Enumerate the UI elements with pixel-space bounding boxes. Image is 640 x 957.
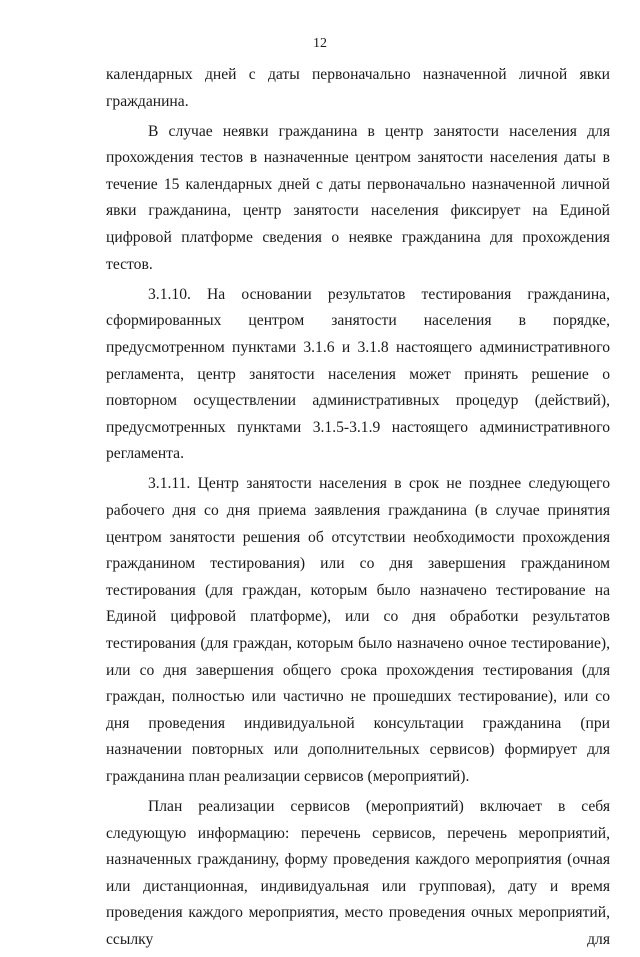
paragraph-no-show: В случае неявки гражданина в центр занятости населения для прохождения тестов в назначенные центром занятости населения даты в течение 15 календарных дней с даты первоначально назначенной личной явки гражданина, центр занятости населения фиксирует на Единой цифровой платформе сведения о неявке гражданина для прохождения тестов. (106, 122, 610, 273)
paragraph-continuation: календарных дней с даты первоначально назначенной личной явки гражданина. (106, 66, 610, 110)
paragraph-3-1-10: 3.1.10. На основании результатов тестирования гражданина, сформированных центром занятости населения в порядке, предусмотренном пунктами 3.1.6 и 3.1.8 настоящего административного регламента, центр занятости населения может принять решение о повторном осуществлении административных процедур (действий), предусмотренных пунктами 3.1.5-3.1.9 настоящего административного регламента. (106, 285, 610, 463)
paragraph-3-1-11: 3.1.11. Центр занятости населения в срок не позднее следующего рабочего дня со дня приема заявления гражданина (в случае принятия центром занятости решения об отсутствии необходимости прохождения гражданином тестирования) или со дня завершения гражданином тестирования (для граждан, которым было назначено тестирование на Единой цифровой платформе), или со дня обработки результатов тестирования (для граждан, которым было назначено очное тестирование), или со дня завершения общего срока прохождения тестирования (для граждан, полностью или частично не прошедших тестирование), или со дня проведения индивидуальной консультации гражданина (при назначении повторных или дополнительных сервисов) формирует для гражданина план реализации сервисов (мероприятий). (106, 475, 610, 785)
document-body (106, 62, 610, 957)
page-number: 12 (313, 36, 327, 51)
paragraph-service-plan: План реализации сервисов (мероприятий) включает в себя следующую информацию: перечень сервисов, перечень мероприятий, назначенных гражданину, форму проведения каждого мероприятия (очная или дистанционная, индивидуальная или групповая), дату и время проведения каждого мероприятия, место проведения очных мероприятий, ссылку для (106, 798, 610, 948)
